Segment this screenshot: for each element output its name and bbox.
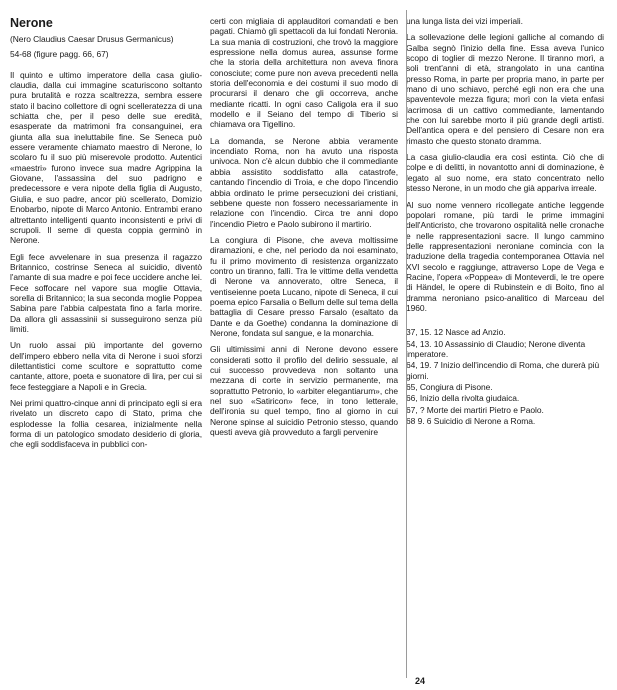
chronology-item: 68 9. 6 Suicidio di Nerone a Roma. [406,416,536,427]
article-subtitle: (Nero Claudius Caesar Drusus Germanicus) [10,34,174,44]
column-3 [406,16,604,456]
chronology-item: 64, 19. 7 Inizio dell'incendio di Roma, che durerà più giorni. [406,360,600,381]
paragraph: Al suo nome vennero ricollegate antiche leggende popolari romane, più tardi le prime immagini dell'Anticristo, che trovarono ospitalità nelle cronache e nelle rappresentazioni sacre. Il lungo cammino delle rappresentazioni neroniane comincia con la traduzione della tragedia contemporanea Ottavia nel XVI secolo e raggiunge, attraverso Lope de Vega e Racine, l'opera «Poppea» di Monteverdi, le tre opere di Händel, le opere di Rubinstein e di Boito, fino al dramma neroniano psico-analitico di Marceau del 1960. [406,199,604,313]
column-2 [210,16,398,456]
chronology-item: 66, Inizio della rivolta giudaica. [406,393,520,404]
paragraph: Egli fece avvelenare in sua presenza il ragazzo Britannico, costrinse Seneca al suicidio, diventò l'amante di sua madre e poi fece uccidere anche lei. Fece soffocare nel vapore sua moglie Ottavia, sorella di Britannico; la sua seconda moglie Poppea Sabina pare l'abbia calpestata fino a farla morire. Da allora gli assassinii si susseguirono senza più limiti. [10,251,202,334]
chronology-item: 54, 13. 10 Assassinio di Claudio; Nerone diventa imperatore. [406,338,586,359]
paragraph: La casa giulio-claudia era così estinta. Ciò che di colpe e di delitti, in novantotto anni di dominazione, è legato al suo nome, era stato concentrato nello stesso Nerone, in un modo che già appariva irreale. [406,152,604,194]
article-title: Nerone [10,16,53,30]
paragraph: Il quinto e ultimo imperatore della casa giulio-claudia, dalla cui immagine scaturiscono soltanto pura brutalità e rozza scaltrezza, sembra essere stato il bacino collettore di ogni scelleratezza di una schiatta che, per il peso delle sue eredità, esasperate da matrimoni fra consanguinei, era giunta alla sua ineluttabile fine. Se Seneca può essere veramente chiamato maestro di Nerone, lo scolaro fu il suo più miserevole prodotto. Autentici «maestri» furono invece sua madre Agrippina la Giovane, l'assassina del suo padrigno e predecessore e vera nipote della figlia di Augusto, Giulia, e suo padre, ancor più scellerato, Domizio Enobarbo, nipote di Marco Antonio. Entrambi erano altrettanto intelligenti quanto inconsistenti e privi di scrupoli. Il seme di questa coppia germinò in Nerone. [10,69,202,246]
column-divider [406,10,407,678]
chronology-list [406,327,604,426]
column-1 [10,16,202,456]
chronology-item: 67, ? Morte dei martiri Pietro e Paolo. [406,404,544,415]
paragraph: Un ruolo assai più importante del governo dell'impero ebbero nella vita di Nerone i suoi sforzi dilettantistici come scultore e soprattutto come cantante, attore, poeta e suonatore di lira, per cui si fece festeggiare a Napoli e in Grecia. [10,340,202,392]
paragraph-continued: una lunga lista dei vizi imperiali. [406,16,523,26]
paragraph: La domanda, se Nerone abbia veramente incendiato Roma, non ha avuto una risposta univoca. Non c'è alcun dubbio che il commediante abbia assistito soddisfatto alla catastrofe, cantando l'incendio di Troia, e che dopo l'incendio abbia ordinato le prime persecuzioni dei cristiani, sebbene queste non fossero necessariamente in relazione con l'incendio. Circa tre anni dopo l'incendio Pietro e Paolo subirono il martirio. [210,135,398,229]
paragraph: La sollevazione delle legioni galliche al comando di Galba segnò l'inizio della fine. Essa aveva l'unico scopo di toglier di mezzo Nerone. Il tiranno morì, a soli trent'anni di età, strangolato in una cantina presso Roma, in parte per propria mano, in parte per mano di uno schiavo, perché egli non era che una spaventevole mezza figura; morì con la vieta enfasi lacrimosa di un cattivo commediante, lamentando che con lui sarebbe morto il più grande degli artisti. Dell'antica opera e del pensiero di Cesare non era rimasto che questo stonato dramma. [406,32,604,146]
paragraph-continued: certi con migliaia di applauditori comandati e ben pagati. Chiamò gli spettacoli da lui fondati Neronia. La sua mania di costruzioni, che trovò la maggiore espressione nella domus aurea, assunse forme che la storia della architettura non aveva finora conosciute; come pure non aveva precedenti nella storia dell'economia e dei costumi il suo modo di procurarsi il denaro che gli occorreva, anche mediante ricatti. In ogni caso Caligola era il suo modello e il Seiano del tempo di Tiberio si chiamava ora Tigellino. [210,16,398,130]
article-dates: 54-68 (figure pagg. 66, 67) [10,49,109,60]
chronology-item: 37, 15. 12 Nasce ad Anzio. [406,327,506,338]
paragraph: Gli ultimissimi anni di Nerone devono essere considerati sotto il profilo del delirio sessuale, al cui successo provvedeva non soltanto una mezzana di corte in servizio permanente, ma soprattutto Petronio, lo «arbiter elegantiarum», che nel suo «Satiricon» fece, in tono letterale, dell'ironia su quel tempo, fino al giorno in cui Nerone spinse al suicidio Petronio stesso, quando questi aveva già provveduto a fargli pervenire [210,344,398,438]
chronology-item: 65, Congiura di Pisone. [406,382,493,392]
text-columns [10,16,609,456]
paragraph: Nei primi quattro-cinque anni di principato egli si era rivelato un discreto capo di Stato, prima che esplodesse la follia cesarea, inizialmente nella forma di un patologico smodato desiderio di gloria, che egli soddisfaceva in pubblici con- [10,398,202,450]
page-number: 24 [415,676,426,686]
paragraph: La congiura di Pisone, che aveva moltissime diramazioni, e che, nel periodo da noi esaminato, fu il primo movimento di resistenza organizzato contro un tiranno, fallì. Tra le vittime della vendetta di Nerone va annoverato, oltre Seneca, il ventiseienne poeta Lucano, nipote di Seneca, il cui poema epico Farsalia o Bellum delle sul tema della battaglia di Cesare presso Farsalo (esaltato da Dante e da Goethe) condanna la dominazione di Nerone, fondata sul sangue, e la monarchia. [210,234,398,338]
